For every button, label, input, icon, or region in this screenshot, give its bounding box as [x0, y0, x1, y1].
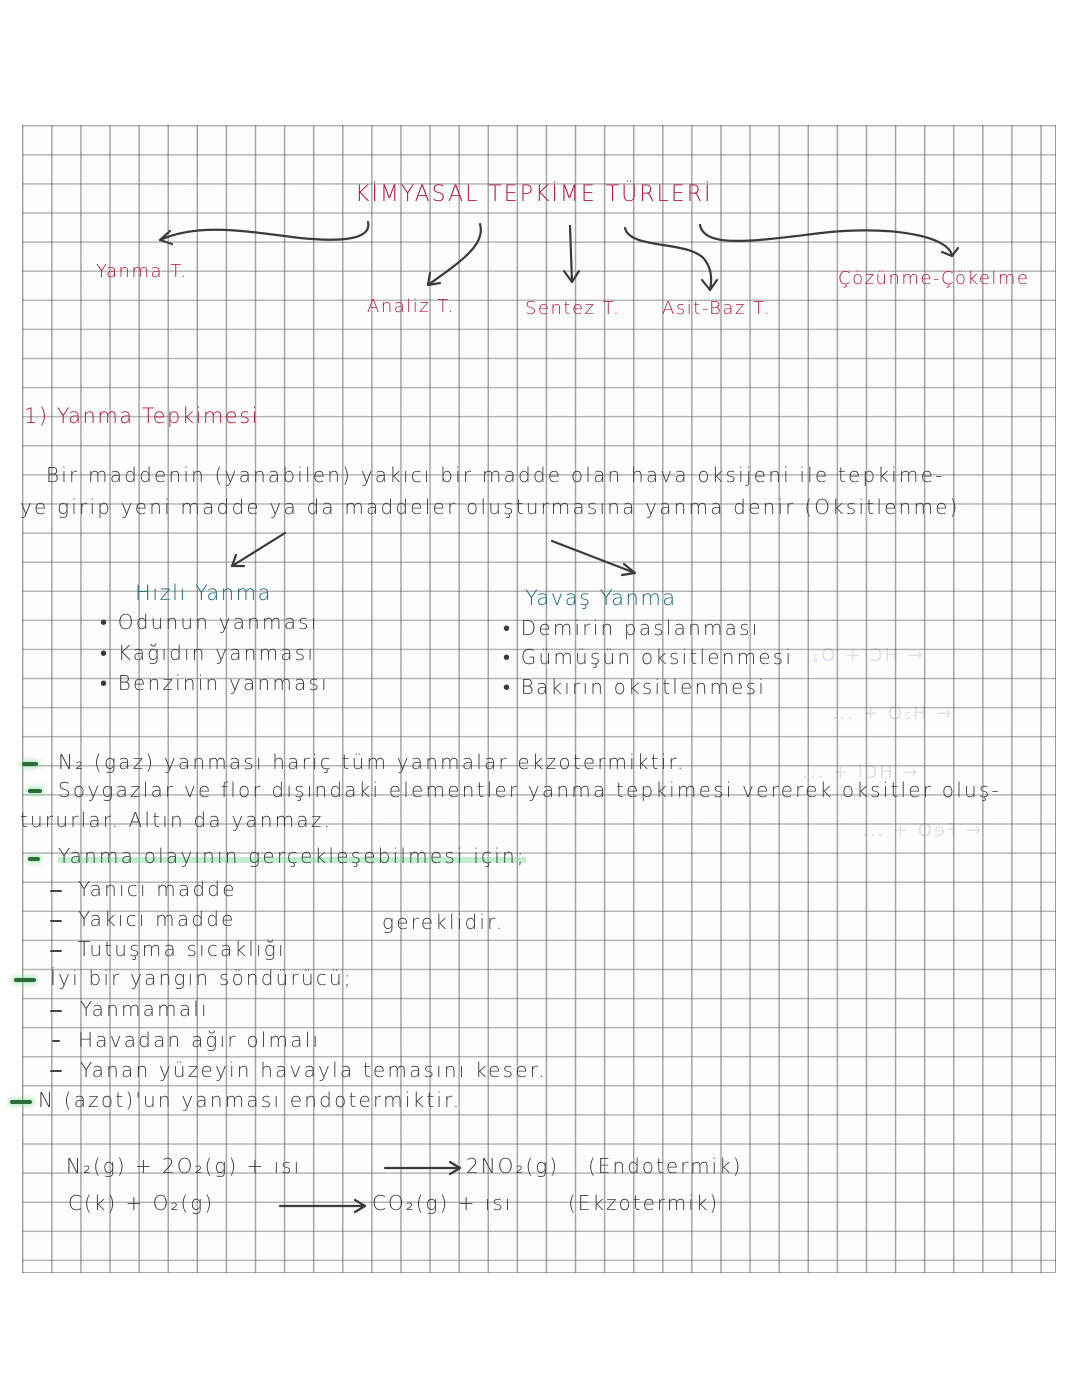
type-yanma: Yanma T. [96, 261, 188, 282]
extinguisher-item: Havadan ağır olmalı [78, 1028, 321, 1052]
equation-2-lhs: C(k) + O₂(g) [68, 1191, 214, 1215]
type-cozunme-cokelme: Çözünme-Çökelme [838, 268, 1030, 289]
note-n2: N₂ (gaz) yanması hariç tüm yanmalar ekzotermiktir. [58, 750, 686, 774]
section-heading: 1) Yanma Tepkimesi [24, 404, 260, 428]
fast-item: • Odunun yanması [100, 610, 319, 634]
extinguisher-item: Yanan yüzeyin havayla temasını keser. [80, 1058, 547, 1082]
conditions-suffix: gereklidir. [382, 910, 505, 934]
note-noble-2: tururlar. Altın da yanmaz. [20, 808, 333, 832]
fast-combustion-title: Hızlı Yanma [135, 581, 272, 605]
equation-1-note: (Endotermik) [588, 1154, 743, 1178]
green-bullet [28, 789, 42, 793]
slow-combustion-title: Yavaş Yanma [525, 586, 677, 610]
green-bullet [14, 978, 36, 982]
green-bullet [28, 857, 40, 861]
slow-item: • Demirin paslanması [503, 616, 760, 640]
green-bullet [10, 1100, 32, 1104]
bleed-through-text: ← HCl + ... [800, 762, 918, 783]
slow-item: • Gümüşün oksitlenmesi [503, 645, 794, 669]
slow-item: • Bakırın oksitlenmesi [503, 675, 767, 699]
type-analiz: Analiz T. [367, 296, 456, 317]
dash-bullet [50, 1010, 62, 1012]
dash-bullet [50, 950, 62, 952]
equation-2-note: (Ekzotermik) [568, 1191, 720, 1215]
bleed-through-text: ← FeO + ... [860, 820, 982, 841]
fast-item: • Benzinin yanması [100, 671, 329, 695]
note-noble-1: Soygazlar ve flor dışındaki elementler yanma tepkimesi vererek oksitler oluş- [58, 778, 1001, 802]
condition-item: Tutuşma sıcaklığı [78, 937, 286, 961]
extinguisher-title: İyi bir yangın söndürücü; [50, 966, 353, 990]
bleed-through-text: ← H₂O + ... [830, 703, 952, 724]
extinguisher-item: Yanmamalı [80, 997, 209, 1021]
dash-bullet [50, 1070, 62, 1072]
dash-bullet [52, 1040, 60, 1042]
definition-line-1: Bir maddenin (yanabilen) yakıcı bir madde olan hava oksijeni ile tepkime- [46, 463, 945, 487]
dash-bullet [50, 920, 62, 922]
page-title: KİMYASAL TEPKİME TÜRLERİ [355, 182, 713, 207]
equation-1-lhs: N₂(g) + 2O₂(g) + ısı [66, 1154, 302, 1178]
bleed-through-text: ← HC + O₂ [810, 645, 923, 666]
type-asit-baz: Asit-Baz T. [662, 298, 771, 319]
green-bullet [22, 762, 38, 766]
type-sentez: Sentez T. [525, 298, 621, 319]
condition-item: Yanıcı madde [78, 877, 237, 901]
conditions-title: Yanma olayının gerçekleşebilmesi için; [58, 844, 526, 868]
fast-item: • Kağıdın yanması [100, 641, 316, 665]
condition-item: Yakıcı madde [78, 907, 236, 931]
definition-line-2: ye girip yeni madde ya da maddeler oluşturmasına yanma denir (Oksitlenme) [20, 495, 960, 519]
dash-bullet [50, 890, 62, 892]
equation-1-rhs: 2NO₂(g) [466, 1154, 560, 1178]
note-nitrogen: N (azot)'un yanması endotermiktir. [38, 1088, 462, 1112]
equation-2-rhs: CO₂(g) + ısı [372, 1191, 513, 1215]
